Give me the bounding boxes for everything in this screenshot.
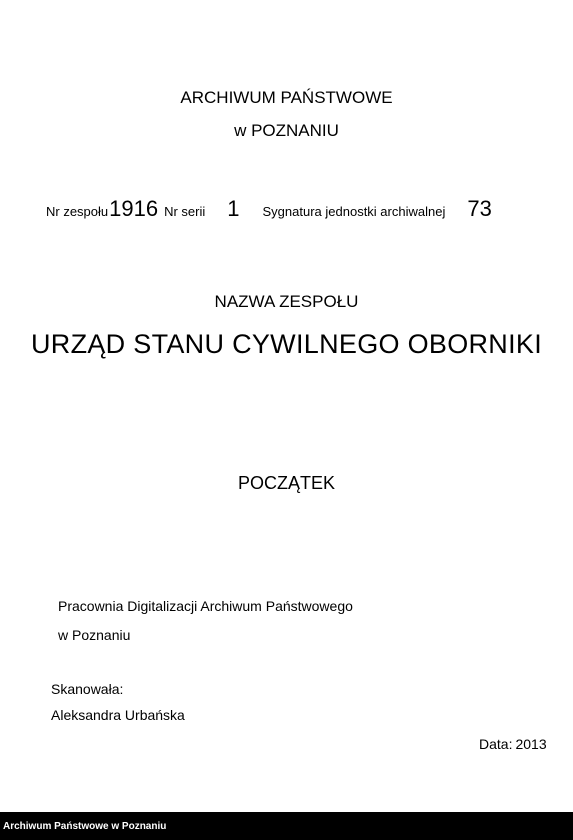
date-value: 2013 [515, 736, 547, 752]
series-number-label: Nr serii [164, 204, 206, 219]
archive-city: w POZNANIU [234, 121, 339, 140]
signature-number: 73 [467, 196, 492, 221]
start-label: POCZĄTEK [237, 473, 335, 493]
series-number: 1 [227, 196, 240, 221]
fond-name-heading: NAZWA ZESPOŁU [214, 292, 359, 311]
date-row [479, 736, 547, 752]
fond-name: URZĄD STANU CYWILNEGO OBORNIKI [30, 329, 543, 359]
digitization-studio-line2: w Poznaniu [58, 627, 131, 643]
footer-bar [0, 812, 573, 840]
archive-name: ARCHIWUM PAŃSTWOWE [180, 88, 393, 107]
reference-row [46, 196, 492, 222]
scanned-by-name: Aleksandra Urbańska [51, 707, 185, 723]
signature-label: Sygnatura jednostki archiwalnej [262, 204, 446, 219]
fond-number-label: Nr zespołu [46, 204, 109, 219]
scanned-by-label: Skanowała: [51, 681, 124, 697]
date-label: Data: [479, 736, 513, 752]
fond-number: 1916 [109, 196, 159, 221]
footer-text: Archiwum Państwowe w Poznaniu [3, 821, 167, 832]
digitization-studio-line1: Pracownia Digitalizacji Archiwum Państwowego [58, 598, 353, 614]
